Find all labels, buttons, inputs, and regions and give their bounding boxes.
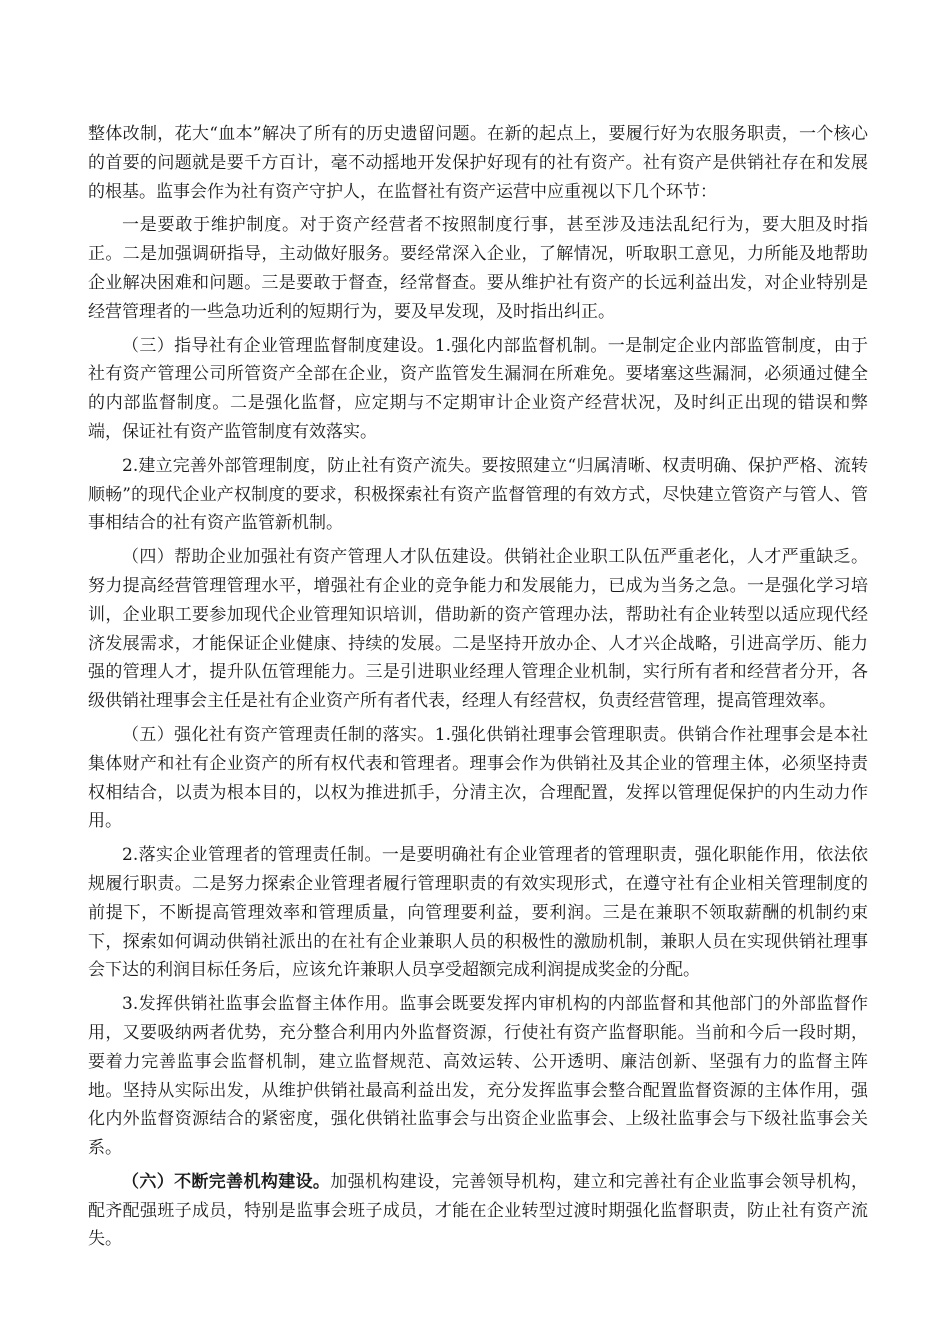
- section-heading-6: （六）不断完善机构建设。: [122, 1171, 331, 1192]
- paragraph-2: [88, 211, 868, 326]
- paragraph-text: 一是要敢于维护制度。对于资产经营者不按照制度行事，甚至涉及违法乱纪行为，要大胆及时指正。二是加强调研指导，主动做好服务。要经常深入企业，了解情况，听取职工意见，力所能及地帮助企业解决困难和问题。三是要敢于督查，经常督查。要从维护社有资产的长远利益出发，对企业特别是经营管理者的一些急功近利的短期行为，要及早发现，及时指出纠正。: [88, 215, 868, 322]
- paragraph-text: 整体改制，花大“血本”解决了所有的历史遗留问题。在新的起点上，要履行好为农服务职责，一个核心的首要的问题就是要千方百计，毫不动摇地开发保护好现有的社有资产。社有资产是供销社存在和发展的根基。监事会作为社有资产守护人，在监督社有资产运营中应重视以下几个环节：: [88, 124, 868, 202]
- paragraph-8: [88, 990, 868, 1163]
- paragraph-4: [88, 452, 868, 538]
- paragraph-text: 2.落实企业管理者的管理责任制。一是要明确社有企业管理者的管理职责，强化职能作用，依法依规履行职责。二是努力探索企业管理者履行管理职责的有效实现形式，在遵守社有企业相关管理制度的前提下，不断提高管理效率和管理质量，向管理要利益，要利润。三是在兼职不领取薪酬的机制约束下，探索如何调动供销社派出的在社有企业兼职人员的积极性的激励机制，兼职人员在实现供销社理事会下达的利润目标任务后，应该允许兼职人员享受超额完成利润提成奖金的分配。: [88, 845, 868, 981]
- paragraph-text: 2.建立完善外部管理制度，防止社有资产流失。要按照建立“归属清晰、权责明确、保护严格、流转顺畅”的现代企业产权制度的要求，积极探索社有资产监督管理的有效方式，尽快建立管资产与管人、管事相结合的社有资产监管新机制。: [88, 455, 868, 534]
- paragraph-9: [88, 1168, 868, 1254]
- paragraph-6: [88, 721, 868, 836]
- document-body: [88, 120, 868, 1259]
- paragraph-7: [88, 841, 868, 985]
- paragraph-5: [88, 543, 868, 716]
- paragraph-text: 3.发挥供销社监事会监督主体作用。监事会既要发挥内审机构的内部监督和其他部门的外部监督作用，又要吸纳两者优势，充分整合利用内外监督资源，行使社有资产监督职能。当前和今后一段时期，要着力完善监事会监督机制，建立监督规范、高效运转、公开透明、廉洁创新、坚强有力的监督主阵地。坚持从实际出发，从维护供销社最高利益出发，充分发挥监事会整合配置监督资源的主体作用，强化内外监督资源结合的紧密度，强化供销社监事会与出资企业监事会、上级社监事会与下级社监事会关系。: [88, 994, 868, 1159]
- paragraph-text: 加强机构建设，完善领导机构，建立和完善社有企业监事会领导机构，配齐配强班子成员，特别是监事会班子成员，才能在企业转型过渡时期强化监督职责，防止社有资产流失。: [88, 1171, 869, 1250]
- paragraph-text: （三）指导社有企业管理监督制度建设。1.强化内部监督机制。一是制定企业内部监管制度，由于社有资产管理公司所管资产全部在企业，资产监管发生漏洞在所难免。要堵塞这些漏洞，必须通过健全的内部监督制度。二是强化监督，应定期与不定期审计企业资产经营状况，及时纠正出现的错误和弊端，保证社有资产监管制度有效落实。: [88, 335, 868, 442]
- paragraph-text: （五）强化社有资产管理责任制的落实。1.强化供销社理事会管理职责。供销合作社理事会是本社集体财产和社有企业资产的所有权代表和管理者。理事会作为供销社及其企业的管理主体，必须坚持责权相结合，以责为根本目的，以权为推进抓手，分清主次，合理配置，发挥以管理促保护的内生动力作用。: [88, 724, 868, 832]
- paragraph-3: [88, 332, 868, 447]
- paragraph-text: （四）帮助企业加强社有资产管理人才队伍建设。供销社企业职工队伍严重老化，人才严重缺乏。努力提高经营管理管理水平，增强社有企业的竞争能力和发展能力，已成为当务之急。一是强化学习培训，企业职工要参加现代企业管理知识培训，借助新的资产管理办法，帮助社有企业转型以适应现代经济发展需求，才能保证企业健康、持续的发展。二是坚持开放办企、人才兴企战略，引进高学历、能力强的管理人才，提升队伍管理能力。三是引进职业经理人管理企业机制，实行所有者和经营者分开，各级供销社理事会主任是社有企业资产所有者代表，经理人有经营权，负责经营管理，提高管理效率。: [88, 547, 868, 712]
- paragraph-1: [88, 120, 868, 206]
